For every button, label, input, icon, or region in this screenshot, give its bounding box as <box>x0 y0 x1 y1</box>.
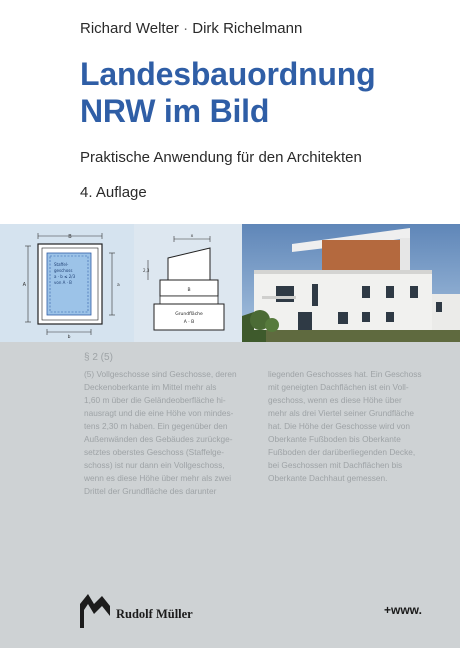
publisher-mark-icon <box>80 594 110 628</box>
legal-text-line: setztes oberstes Geschoss (Staffelge- <box>84 447 225 457</box>
legal-text-line: Fußboden der darüberliegenden Decke, <box>268 447 416 457</box>
legal-text-line: nausragt und die eine Höhe von mindes- <box>84 408 234 418</box>
legal-text-line: mit geneigten Dachflächen ist ein Voll- <box>268 382 409 392</box>
building-photo <box>242 224 460 342</box>
author-separator: · <box>183 20 189 37</box>
title-line-2: NRW im Bild <box>80 93 270 129</box>
section-drawing <box>134 224 242 342</box>
publisher-logo <box>80 594 193 628</box>
publisher-name: Rudolf Müller <box>116 606 193 621</box>
legal-text-line: 1,60 m über die Geländeoberfläche hi- <box>84 395 226 405</box>
title-line-1: Landesbauordnung <box>80 56 376 92</box>
plan-note-1: Staffel- <box>54 262 69 267</box>
plan-note-2: geschoss <box>54 268 73 273</box>
legal-text-column-right <box>268 368 446 485</box>
legal-text-column-left <box>84 368 262 498</box>
legal-text-line: tens 2,30 m haben. Ein gegenüber den <box>84 421 228 431</box>
legal-text-line: bei Geschossen mit Dachflächen bis <box>268 460 403 470</box>
floor-plan-drawing <box>0 224 134 342</box>
legal-text-line: Außenwänden des Gebäudes zurückge- <box>84 434 233 444</box>
floor-plan-diagram <box>0 224 134 342</box>
legal-text-line: geschoss, wenn es diese Höhe über <box>268 395 402 405</box>
illustration-band <box>0 224 460 342</box>
legal-text-line: Drittel der Grundfläche des darunter <box>84 486 217 496</box>
plan-note-3: a · b ≤ 2/3 <box>54 274 76 279</box>
section-diagram <box>134 224 242 342</box>
authors <box>80 20 302 37</box>
legal-text-line: (5) Vollgeschosse sind Geschosse, deren <box>84 369 237 379</box>
book-title <box>80 56 375 130</box>
web-mark: +www. <box>384 603 422 617</box>
plan-dim-bottom: b <box>67 335 71 340</box>
legal-text-line: Oberkante Fußboden bis Oberkante <box>268 434 401 444</box>
section-lower-label-2: A · B <box>183 320 195 325</box>
plan-dim-top: B <box>68 234 72 240</box>
plan-dim-right: a <box>117 283 120 288</box>
author-2: Dirk Richelmann <box>192 20 303 37</box>
legal-text-line: Deckenoberkante im Mittel mehr als <box>84 382 217 392</box>
legal-text-line: liegenden Geschosses hat. Ein Geschoss <box>268 369 422 379</box>
book-subtitle: Praktische Anwendung für den Architekten <box>80 149 362 166</box>
author-1: Richard Welter <box>80 20 179 37</box>
plan-dim-left: A <box>22 282 26 288</box>
legal-text-line: mehr als drei Viertel seiner Grundfläche <box>268 408 415 418</box>
section-upper-label: B <box>187 288 191 293</box>
legal-text-line: wenn es diese Höhe über mehr als zwei <box>84 473 232 483</box>
legal-text-line: Oberkante Dachhaut gemessen. <box>268 473 388 483</box>
paragraph-reference: § 2 (5) <box>84 352 113 363</box>
plan-note-4: von A · B <box>54 280 72 285</box>
section-dim-side: 2,3 <box>143 268 150 273</box>
legal-text-line: hat. Die Höhe der Geschosse wird von <box>268 421 411 431</box>
section-dim-top: x <box>190 234 194 239</box>
edition-label: 4. Auflage <box>80 184 147 201</box>
building-photo-drawing <box>242 224 460 342</box>
legal-text-line: schoss) ist nur dann ein Vollgeschoss, <box>84 460 225 470</box>
section-lower-label-1: Grundfläche <box>175 312 203 317</box>
